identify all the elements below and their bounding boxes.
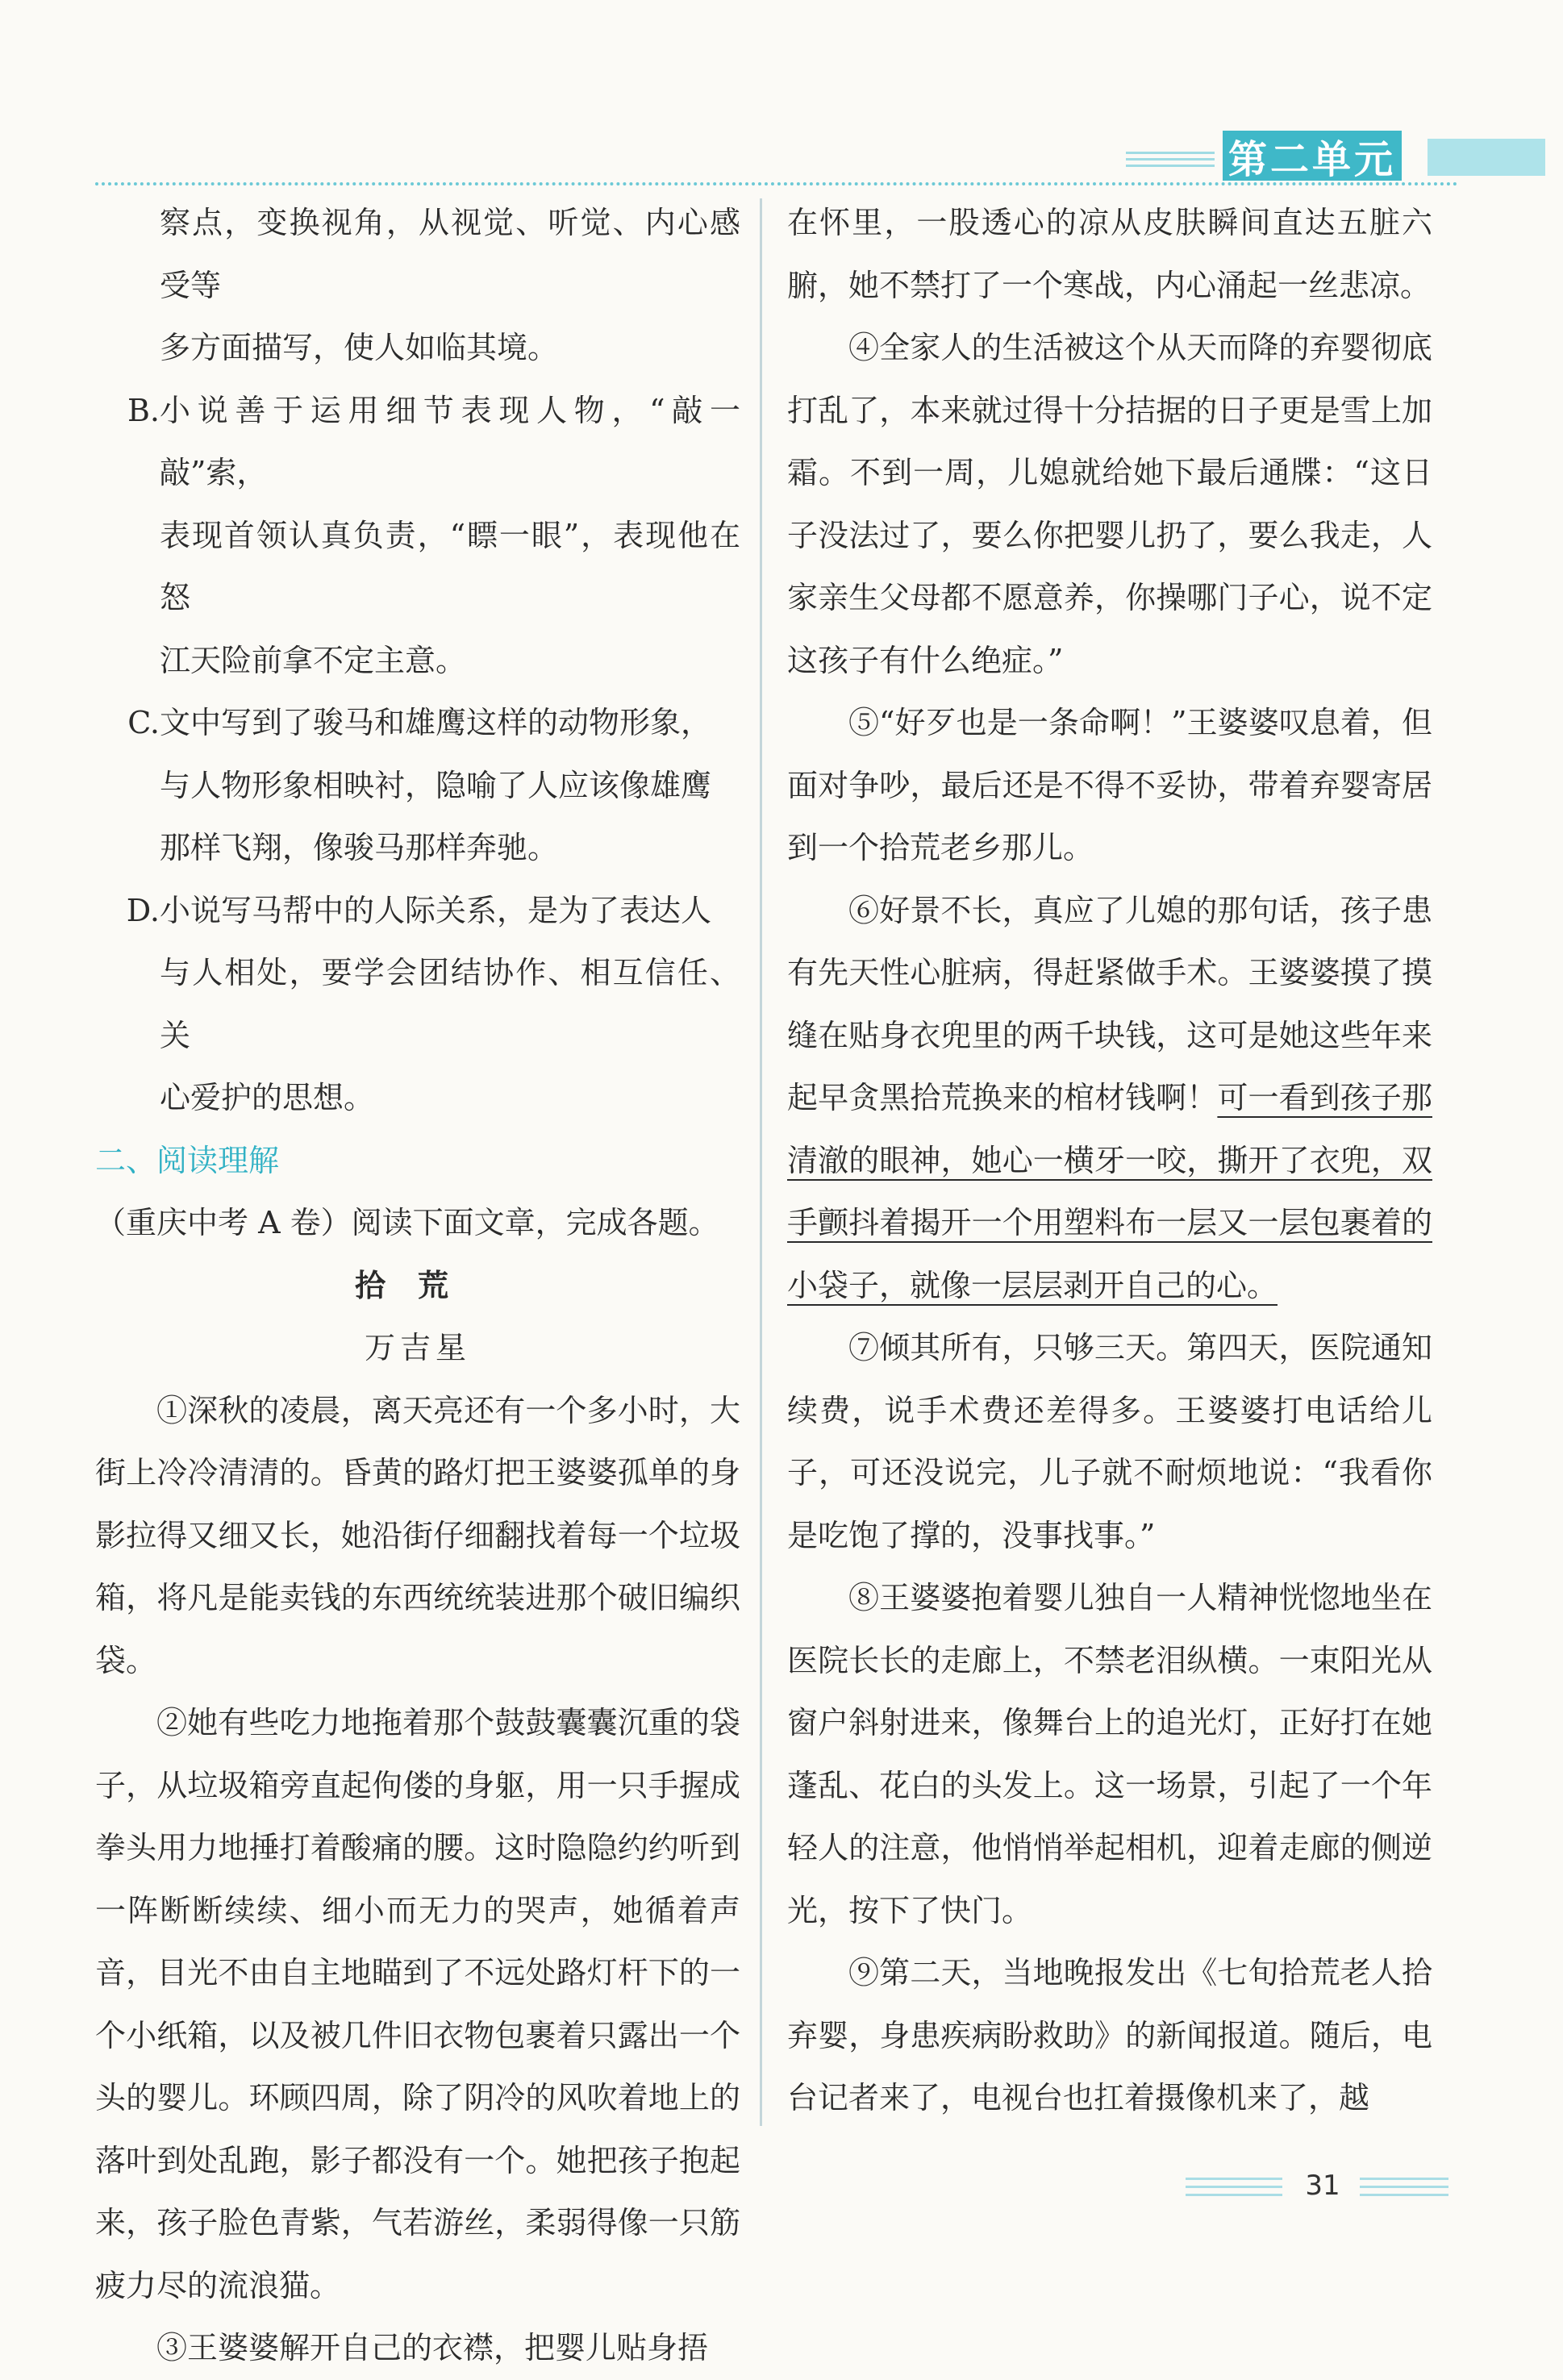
column-divider bbox=[760, 198, 762, 2126]
article-author: 万吉星 bbox=[364, 1330, 471, 1365]
right-column bbox=[787, 192, 1432, 2130]
option-letter: C. bbox=[127, 705, 160, 740]
footer-decoration-left bbox=[1186, 2178, 1282, 2202]
paragraph-4: ④全家人的生活被这个从天而降的弃婴彻底打乱了，本来就过得十分拮据的日子更是雪上加霜。不到一周，儿媳就给她下最后通牒：“这日子没法过了，要么你把婴儿扔了，要么我走，人家亲生父母都不愿意养，你操哪门子心，说不定这孩子有什么绝症。” bbox=[787, 330, 1432, 678]
section-heading: 二、阅读理解 bbox=[95, 1142, 280, 1178]
paragraph-5: ⑤“好歹也是一条命啊！”王婆婆叹息着，但面对争吵，最后还是不得不妥协，带着弃婴寄居到一个拾荒老乡那儿。 bbox=[787, 705, 1432, 865]
header-decoration-stripes bbox=[1126, 152, 1215, 174]
paragraph-7: ⑦倾其所有，只够三天。第四天，医院通知续费，说手术费还差得多。王婆婆打电话给儿子，可还没说完，儿子就不耐烦地说：“我看你是吃饱了撑的，没事找事。” bbox=[787, 1330, 1432, 1553]
underlined-sentence: 可一看到孩子那清澈的眼神，她心一横牙一咬，撕开了衣兜，双手颤抖着揭开一个用塑料布一层又一层包裹着的小袋子，就像一层层剥开自己的心。 bbox=[787, 1080, 1432, 1303]
header-color-band bbox=[1428, 139, 1545, 176]
paragraph-9: ⑨第二天，当地晚报发出《七旬拾荒老人拾弃婴，身患疾病盼救助》的新闻报道。随后，电台记者来了，电视台也扛着摄像机来了，越 bbox=[787, 1955, 1432, 2115]
page-footer bbox=[0, 2170, 1563, 2218]
left-column bbox=[95, 192, 740, 2380]
paragraph-2: ②她有些吃力地拖着那个鼓鼓囊囊沉重的袋子，从垃圾箱旁直起佝偻的身躯，用一只手握成拳头用力地捶打着酸痛的腰。这时隐隐约约听到一阵断断续续、细小而无力的哭声，她循着声音，目光不由自主地瞄到了不远处路灯杆下的一个小纸箱，以及被几件旧衣物包裹着只露出一个头的婴儿。环顾四周，除了阴冷的风吹着地上的落叶到处乱跑，影子都没有一个。她把孩子抱起来，孩子脸色青紫，气若游丝，柔弱得像一只筋疲力尽的流浪猫。 bbox=[95, 1705, 740, 2303]
header-dotted-rule bbox=[95, 182, 1458, 185]
paragraph-3-continuation: 在怀里，一股透心的凉从皮肤瞬间直达五脏六腑，她不禁打了一个寒战，内心涌起一丝悲凉。 bbox=[787, 205, 1432, 303]
article-title: 拾荒 bbox=[354, 1267, 481, 1303]
option-d: D. 小说写马帮中的人际关系，是为了表达人 与人相处，要学会团结协作、相互信任、关 心爱护的思想。 bbox=[95, 880, 740, 1130]
page-number: 31 bbox=[1305, 2170, 1340, 2202]
footer-decoration-right bbox=[1360, 2178, 1448, 2202]
paragraph-1: ①深秋的凌晨，离天亮还有一个多小时，大街上冷冷清清的。昏黄的路灯把王婆婆孤单的身影拉得又细又长，她沿街仔细翻找着每一个垃圾箱，将凡是能卖钱的东西统统装进那个破旧编织袋。 bbox=[95, 1392, 740, 1678]
page-header bbox=[0, 0, 1563, 194]
paragraph-6: ⑥好景不长，真应了儿媳的那句话，孩子患有先天性心脏病，得赶紧做手术。王婆婆摸了摸缝在贴身衣兜里的两千块钱，这可是她这些年来起早贪黑拾荒换来的棺材钱啊！可一看到孩子那清澈的眼神，她心一横牙一咬，撕开了衣兜，双手颤抖着揭开一个用塑料布一层又一层包裹着的小袋子，就像一层层剥开自己的心。 bbox=[787, 892, 1432, 1303]
option-letter: B. bbox=[127, 392, 160, 428]
question-source: （重庆中考 A 卷）阅读下面文章，完成各题。 bbox=[95, 1205, 719, 1240]
option-b: B. 小说善于运用细节表现人物，“敲一敲”索， 表现首领认真负责，“瞟一眼”，表现他在怒 江天险前拿不定主意。 bbox=[95, 380, 740, 693]
paragraph-8: ⑧王婆婆抱着婴儿独自一人精神恍惚地坐在医院长长的走廊上，不禁老泪纵横。一束阳光从窗户斜射进来，像舞台上的追光灯，正好打在她蓬乱、花白的头发上。这一场景，引起了一个年轻人的注意，他悄悄举起相机，迎着走廊的侧逆光，按下了快门。 bbox=[787, 1580, 1432, 1928]
option-a-continuation: 察点，变换视角，从视觉、听觉、内心感受等 多方面描写，使人如临其境。 bbox=[160, 205, 740, 365]
option-letter: D. bbox=[126, 892, 160, 928]
option-c: C. 文中写到了骏马和雄鹰这样的动物形象， 与人物形象相映衬，隐喻了人应该像雄鹰 那样飞翔，像骏马那样奔驰。 bbox=[95, 692, 740, 880]
unit-tag: 第二单元 bbox=[1223, 131, 1402, 181]
paragraph-3-start: ③王婆婆解开自己的衣襟，把婴儿贴身捂 bbox=[156, 2330, 709, 2365]
